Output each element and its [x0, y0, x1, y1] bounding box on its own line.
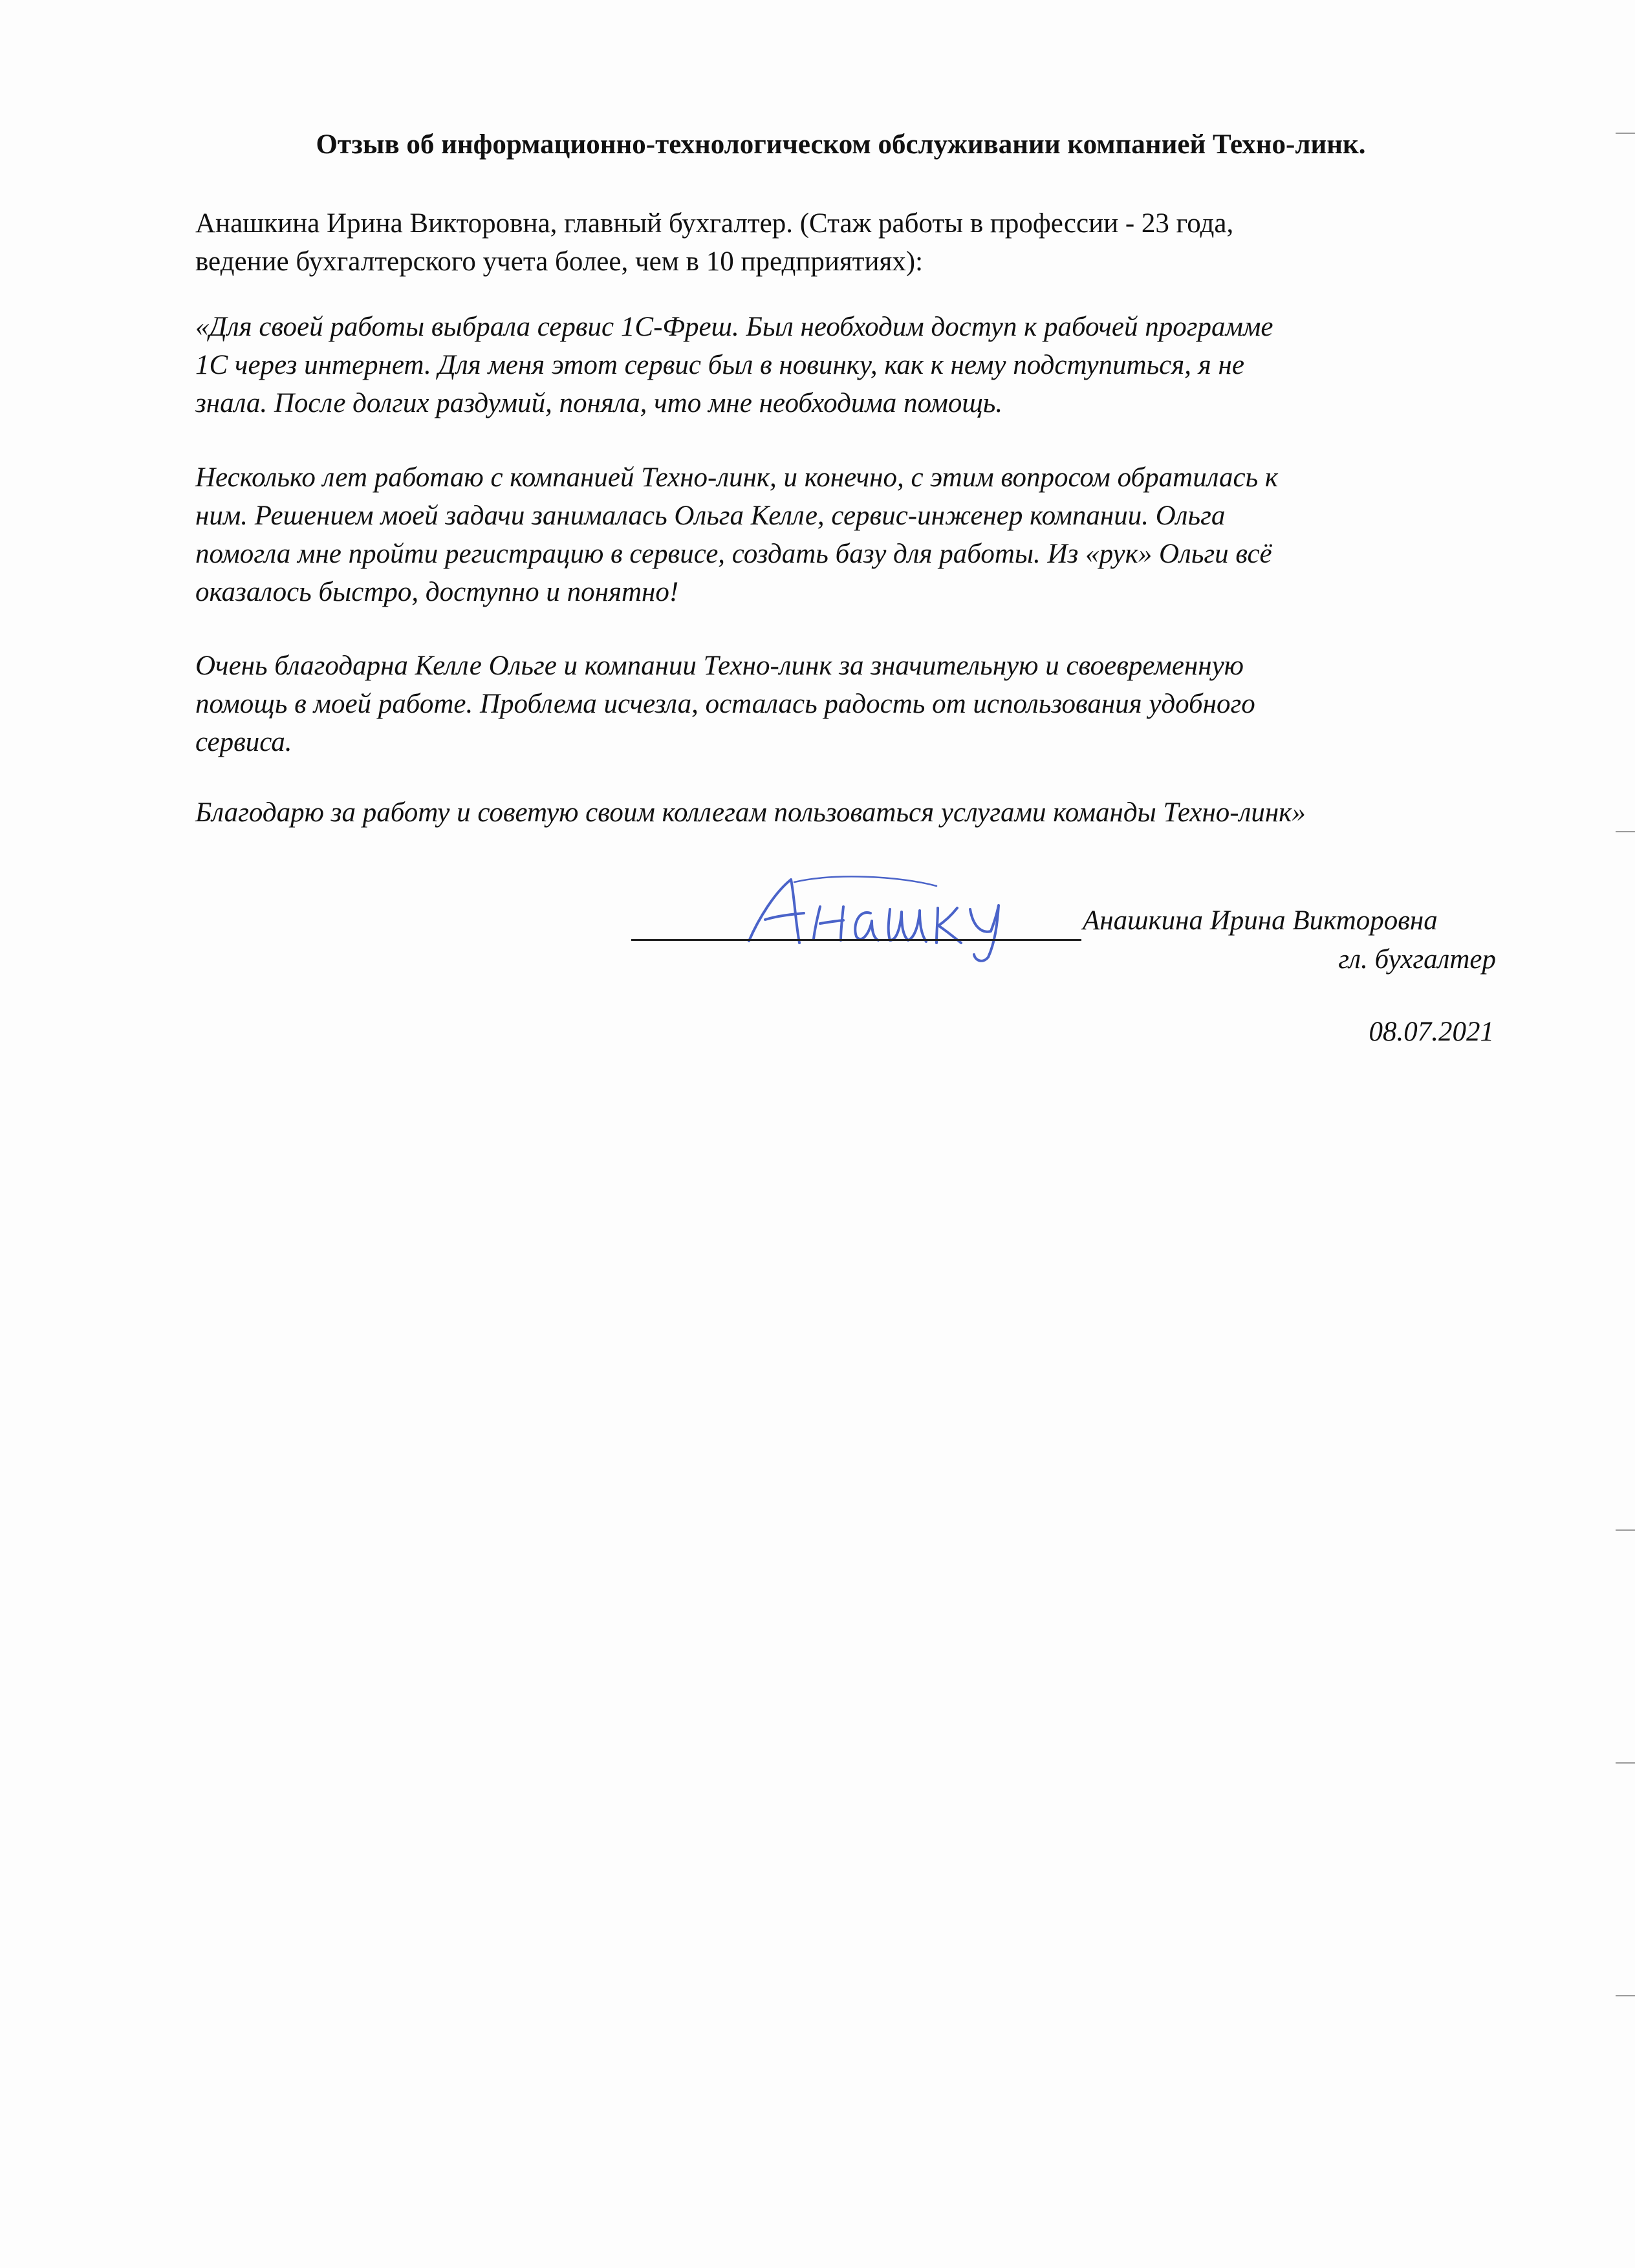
paragraph-line: оказалось быстро, доступно и понятно!	[195, 577, 679, 607]
paragraph-line: «Для своей работы выбрала сервис 1С-Фреш. Был необходим доступ к рабочей программе	[195, 312, 1273, 342]
scan-mark	[1616, 1762, 1635, 1764]
document-title: Отзыв об информационно-технологическом обслуживании компанией Техно-линк.	[316, 129, 1366, 160]
signatory-name: Анашкина Ирина Викторовна	[1083, 905, 1438, 936]
scan-mark	[1616, 831, 1635, 832]
scan-mark	[1616, 1529, 1635, 1531]
document-date: 08.07.2021	[1369, 1017, 1494, 1047]
author-line: ведение бухгалтерского учета более, чем в 10 предприятиях):	[195, 246, 924, 277]
signatory-role: гл. бухгалтер	[1338, 944, 1496, 975]
signature-line	[631, 939, 1081, 941]
review-paragraph	[195, 794, 1502, 832]
handwritten-signature	[730, 867, 1021, 964]
author-intro	[195, 204, 1489, 281]
author-line: Анашкина Ирина Викторовна, главный бухгалтер. (Стаж работы в профессии - 23 года,	[195, 208, 1234, 239]
paragraph-line: Очень благодарна Келле Ольге и компании Техно-линк за значительную и своевременную	[195, 651, 1244, 681]
paragraph-line: помощь в моей работе. Проблема исчезла, осталась радость от использования удобного	[195, 689, 1255, 719]
scan-mark	[1616, 133, 1635, 134]
paragraph-line: помогла мне пройти регистрацию в сервисе, создать базу для работы. Из «рук» Ольги всё	[195, 539, 1272, 569]
review-paragraph	[195, 459, 1502, 611]
review-paragraph	[195, 308, 1502, 422]
scan-mark	[1616, 1995, 1635, 1996]
paragraph-line: 1С через интернет. Для меня этот сервис был в новинку, как к нему подступиться, я не	[195, 350, 1244, 380]
paragraph-line: сервиса.	[195, 727, 292, 757]
paragraph-line: Несколько лет работаю с компанией Техно-линк, и конечно, с этим вопросом обратилась к	[195, 462, 1279, 493]
paragraph-line: ним. Решением моей задачи занималась Ольга Келле, сервис-инженер компании. Ольга	[195, 501, 1226, 531]
review-paragraph	[195, 647, 1502, 761]
paragraph-line: Благодарю за работу и советую своим коллегам пользоваться услугами команды Техно-линк»	[195, 797, 1306, 828]
paragraph-line: знала. После долгих раздумий, поняла, что мне необходима помощь.	[195, 388, 1003, 418]
